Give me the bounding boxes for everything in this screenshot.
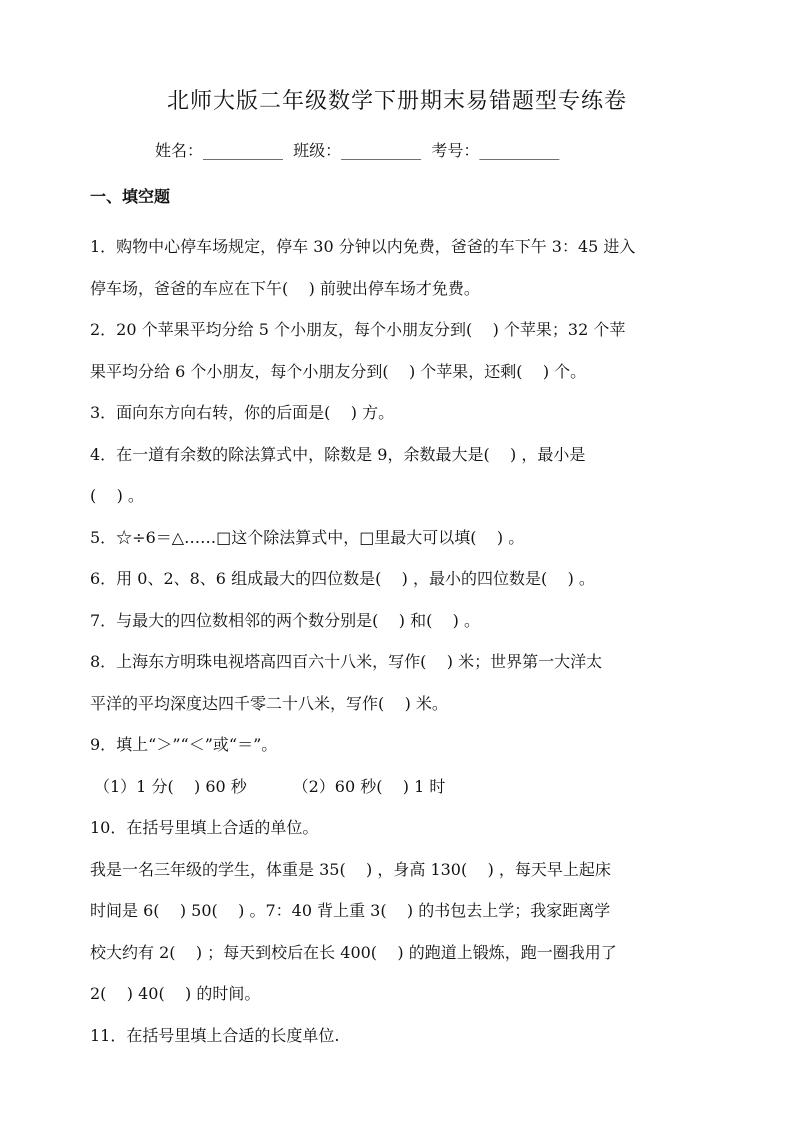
question-line: ( ) 。 xyxy=(90,486,144,505)
question-line: 校大约有 2( ) ；每天到校后在长 400( ) 的跑道上锻炼，跑一圈我用了 xyxy=(90,942,617,962)
student-info-line: 姓名：__________ 班级：__________ 考号：__________ xyxy=(155,141,560,160)
question-line: 8．上海东方明珠电视塔高四百六十八米，写作( ) 米；世界第一大洋太 xyxy=(90,652,603,671)
question-line: 7．与最大的四位数相邻的两个数分别是( ) 和( ) 。 xyxy=(90,610,481,630)
question-line: 停车场，爸爸的车应在下午( ) 前驶出停车场才免费。 xyxy=(90,278,480,298)
section-heading: 一、填空题 xyxy=(90,187,171,206)
question-line: 我是一名三年级的学生，体重是 35( ) ，身高 130( ) ，每天早上起床 xyxy=(90,859,611,879)
question-line: 4．在一道有余数的除法算式中，除数是 9，余数最大是( ) ，最小是 xyxy=(90,444,586,464)
question-line: 10．在括号里填上合适的单位。 xyxy=(90,818,319,837)
question-line: 11．在括号里填上合适的长度单位. xyxy=(90,1025,340,1045)
question-line: 果平均分给 6 个小朋友，每个小朋友分到( ) 个苹果，还剩( ) 个。 xyxy=(90,361,587,381)
question-line: 平洋的平均深度达四千零二十八米，写作( ) 米。 xyxy=(90,693,448,713)
question-line: 2．20 个苹果平均分给 5 个小朋友，每个小朋友分到( ) 个苹果；32 个苹 xyxy=(90,320,626,339)
page-title: 北师大版二年级数学下册期末易错题型专练卷 xyxy=(166,89,627,114)
question-line: 时间是 6( ) 50( ) 。7：40 背上重 3( ) 的书包去上学；我家距离学 xyxy=(90,901,611,920)
question-list xyxy=(90,226,710,1056)
question-line: 6．用 0、2、8、6 组成最大的四位数是( ) ，最小的四位数是( ) 。 xyxy=(90,569,595,588)
question-line: 1．购物中心停车场规定，停车 30 分钟以内免费，爸爸的车下午 3：45 进入 xyxy=(90,237,636,256)
question-line: （1）1 分( ) 60 秒 （2）60 秒( ) 1 时 xyxy=(94,776,446,796)
question-line: 9．填上“＞”“＜”或“＝”。 xyxy=(90,735,278,754)
question-line: 2( ) 40( ) 的时间。 xyxy=(90,984,261,1003)
question-line: 5．☆÷6＝△……□这个除法算式中，□里最大可以填( ) 。 xyxy=(90,527,525,547)
question-line: 3．面向东方向右转，你的后面是( ) 方。 xyxy=(90,403,395,422)
